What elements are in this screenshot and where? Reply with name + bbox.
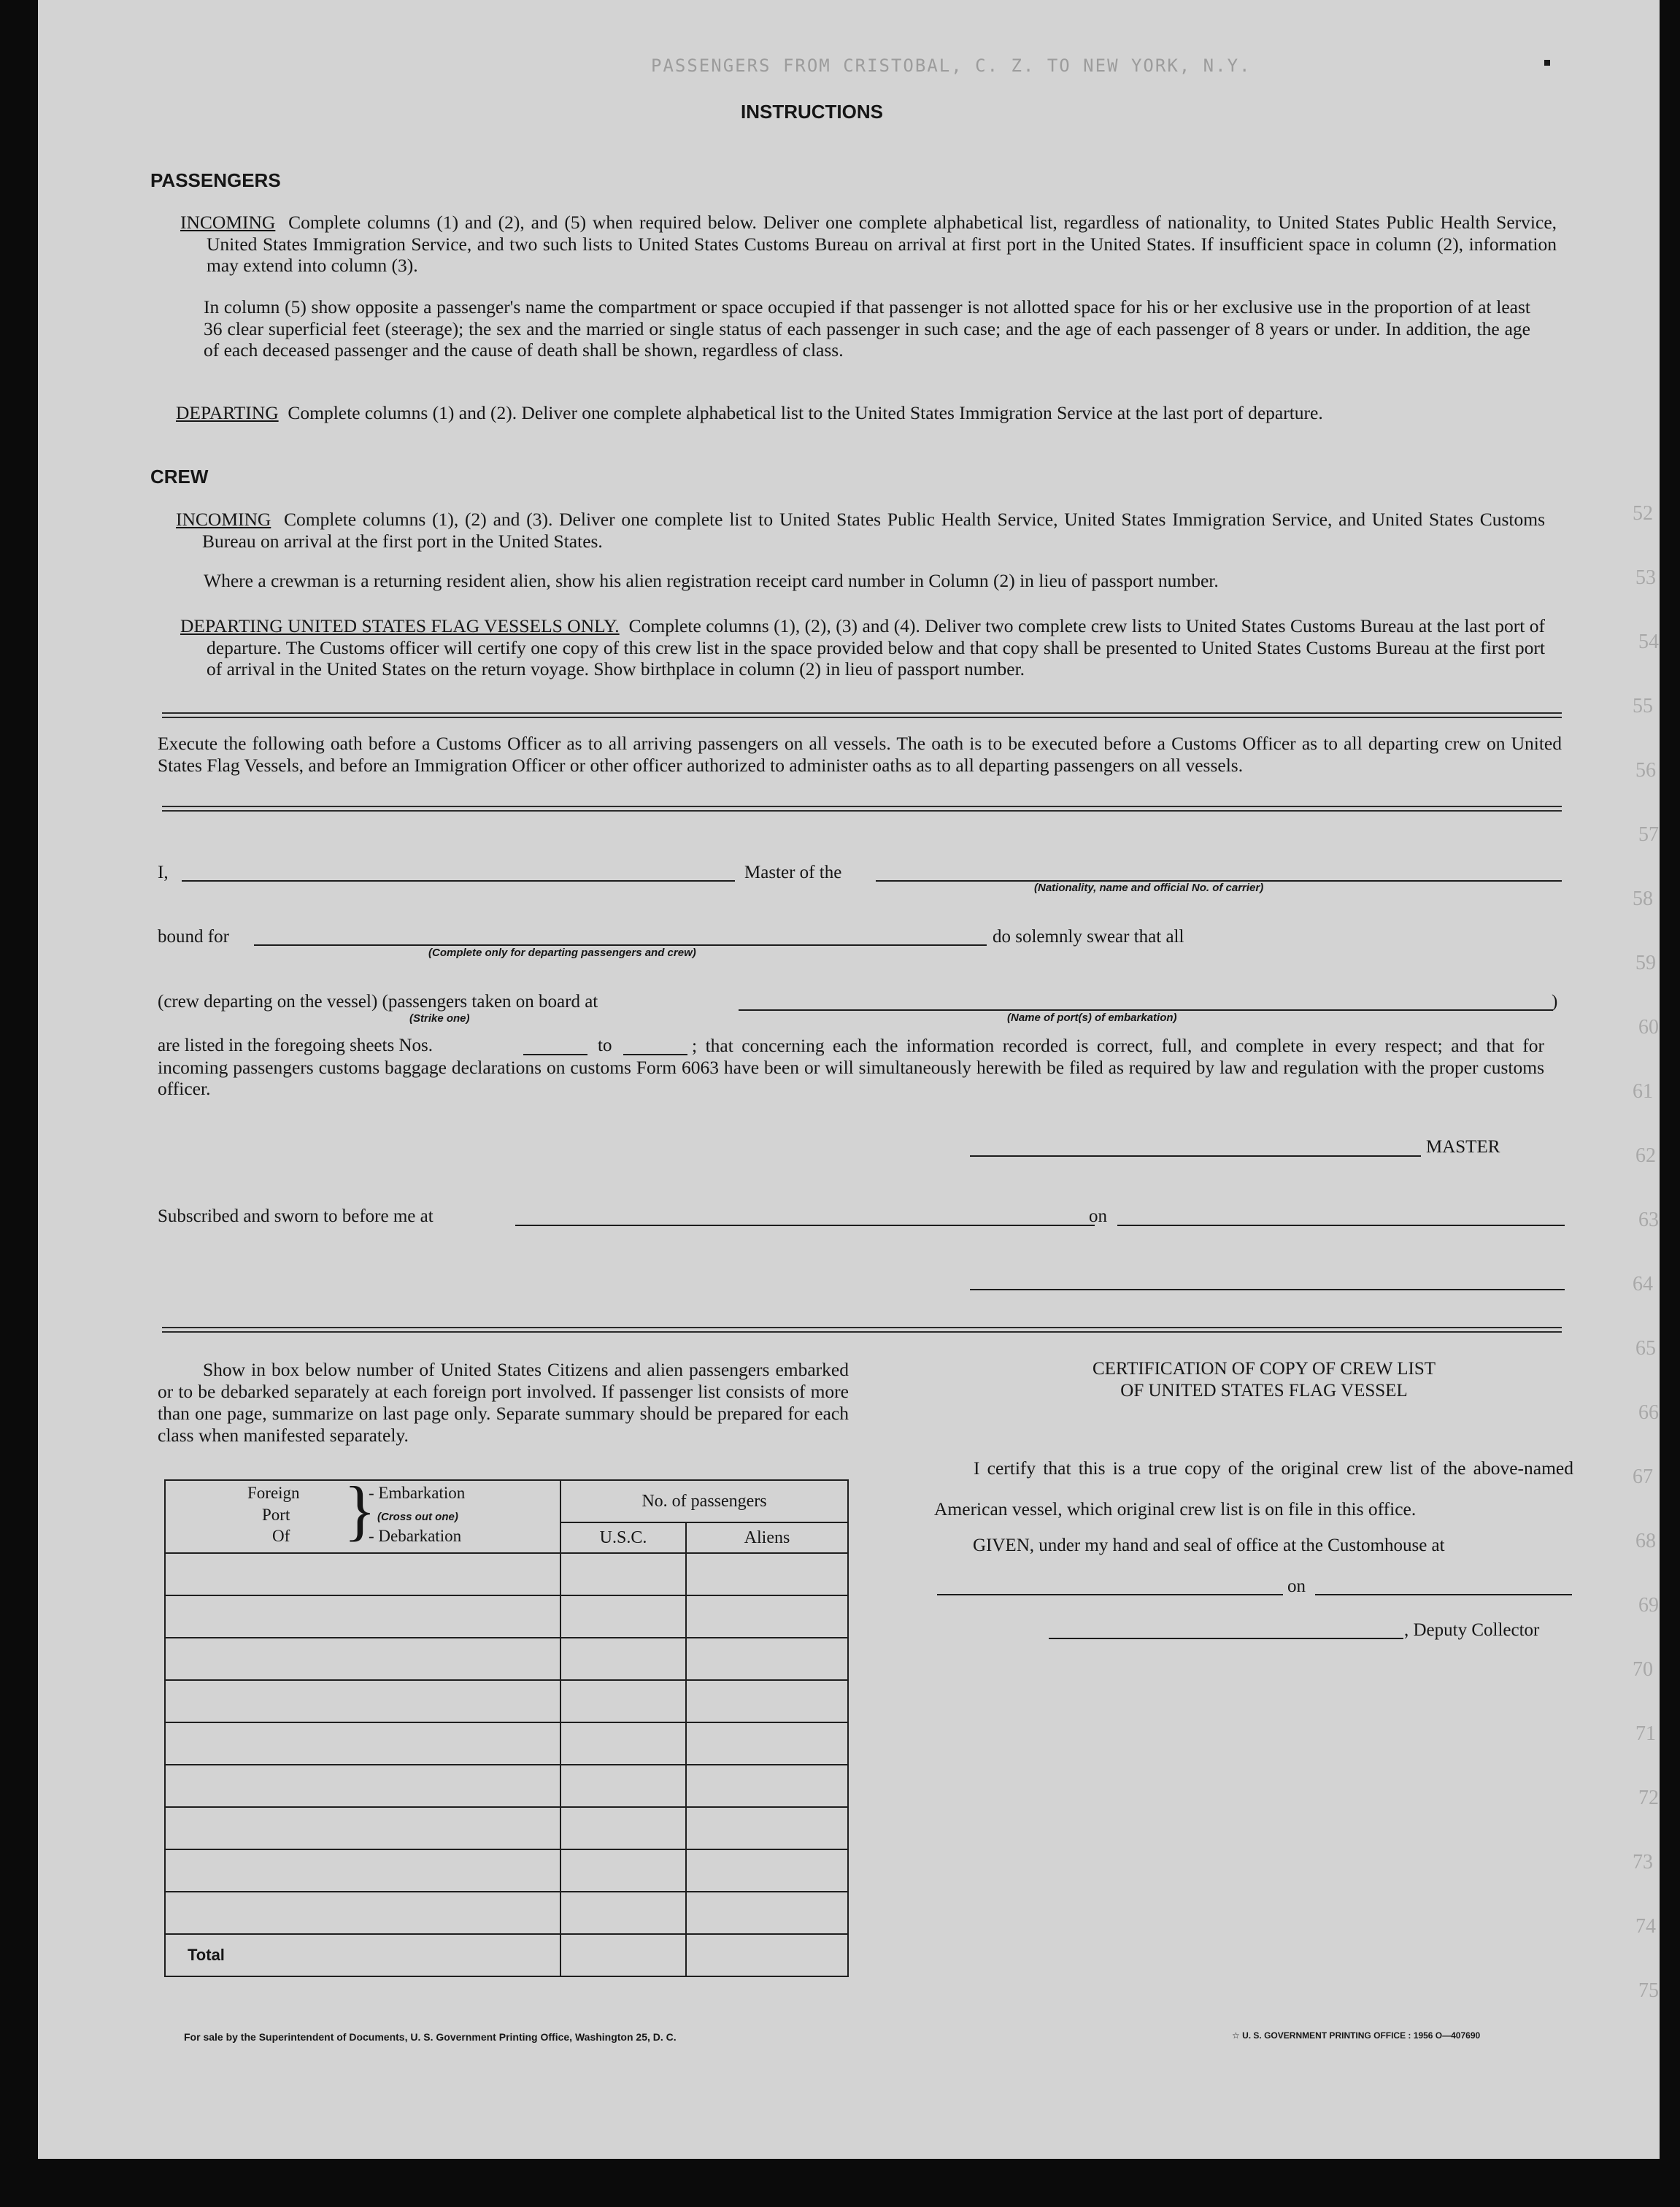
aliens-cell[interactable] bbox=[686, 1553, 848, 1595]
usc-total-cell[interactable] bbox=[560, 1934, 686, 1976]
summary-instructions: Show in box below number of United States Citizens and alien passengers embarked or to be debarked separately at each foreign port involved. If passenger list consists of more than one page, summarize on last page only. Separate summary should be prepared for each class when manifested separately. bbox=[158, 1359, 849, 1446]
certification-on-label: on bbox=[1287, 1576, 1306, 1596]
bleed-through-header: PASSENGERS FROM CRISTOBAL, C. Z. TO NEW YORK, N.Y. bbox=[651, 55, 1252, 76]
bleed-through-row-number: 65 bbox=[1635, 1337, 1656, 1360]
bleed-through-row-number: 57 bbox=[1638, 823, 1659, 846]
total-row bbox=[165, 1934, 848, 1976]
aliens-total-cell[interactable] bbox=[686, 1934, 848, 1976]
port-cell[interactable] bbox=[165, 1680, 560, 1722]
master-name-line[interactable] bbox=[182, 880, 735, 882]
deputy-collector-label: , Deputy Collector bbox=[1404, 1620, 1540, 1640]
bleed-through-row-number: 59 bbox=[1635, 952, 1656, 974]
certification-heading-2: OF UNITED STATES FLAG VESSEL bbox=[1120, 1381, 1408, 1401]
aliens-cell[interactable] bbox=[686, 1595, 848, 1638]
passengers-heading: PASSENGERS bbox=[150, 169, 281, 191]
bleed-through-row-number: 54 bbox=[1638, 631, 1659, 653]
brace-icon: } bbox=[344, 1473, 377, 1547]
passengers-incoming-paragraph bbox=[180, 212, 1557, 277]
sworn-at-line[interactable] bbox=[515, 1225, 1095, 1226]
divider bbox=[162, 806, 1562, 812]
passengers-incoming-text: Complete columns (1) and (2), and (5) when required below. Deliver one complete alphabetical list, regardless of nationality, to United States Public Health Service, United States Immigration Service, and two such lists to United States Customs Bureau on arrival at first port in the United States. If insufficient space in column (2), information may extend into column (3). bbox=[207, 212, 1557, 276]
master-of-the-label: Master of the bbox=[744, 863, 842, 882]
bleed-through-row-number: 74 bbox=[1635, 1915, 1656, 1938]
bleed-through-row-number: 70 bbox=[1633, 1658, 1653, 1681]
certification-heading-1: CERTIFICATION OF COPY OF CREW LIST bbox=[1092, 1359, 1436, 1379]
cross-out-caption: (Cross out one) bbox=[377, 1511, 458, 1523]
departing-caption: (Complete only for departing passengers and crew) bbox=[428, 947, 696, 959]
usc-cell[interactable] bbox=[560, 1553, 686, 1595]
to-label: to bbox=[598, 1036, 612, 1055]
table-row bbox=[165, 1680, 848, 1722]
port-cell[interactable] bbox=[165, 1765, 560, 1807]
bleed-through-row-number: 61 bbox=[1633, 1080, 1653, 1103]
port-cell[interactable] bbox=[165, 1849, 560, 1892]
port-cell[interactable] bbox=[165, 1638, 560, 1680]
usc-cell[interactable] bbox=[560, 1765, 686, 1807]
table-row bbox=[165, 1553, 848, 1595]
usc-cell[interactable] bbox=[560, 1807, 686, 1849]
port-cell[interactable] bbox=[165, 1595, 560, 1638]
on-label: on bbox=[1089, 1206, 1107, 1226]
master-signature-line[interactable] bbox=[970, 1155, 1421, 1157]
passenger-summary-table bbox=[164, 1473, 849, 1977]
bleed-through-row-number: 52 bbox=[1633, 502, 1653, 525]
nationality-caption: (Nationality, name and official No. of carrier) bbox=[1034, 882, 1264, 894]
bleed-through-row-number: 63 bbox=[1638, 1209, 1659, 1231]
officer-signature-line[interactable] bbox=[970, 1289, 1565, 1290]
bound-for-line[interactable] bbox=[254, 944, 987, 946]
bleed-through-row-number: 75 bbox=[1638, 1979, 1659, 2002]
crew-incoming-paragraph bbox=[176, 509, 1545, 552]
bleed-through-row-number: 56 bbox=[1635, 759, 1656, 782]
ports-line[interactable] bbox=[739, 1009, 1553, 1011]
strike-one-caption: (Strike one) bbox=[409, 1012, 470, 1025]
close-paren: ) bbox=[1552, 992, 1558, 1012]
master-label: MASTER bbox=[1426, 1137, 1500, 1157]
aliens-cell[interactable] bbox=[686, 1722, 848, 1765]
passengers-departing-paragraph bbox=[176, 402, 1557, 424]
bleed-through-row-number: 55 bbox=[1633, 695, 1653, 717]
passengers-departing-label: DEPARTING bbox=[176, 402, 279, 423]
page-title: INSTRUCTIONS bbox=[741, 101, 883, 123]
crew-resident-paragraph: Where a crewman is a returning resident alien, show his alien registration receipt card number in Column (2) in lieu of passport number. bbox=[204, 570, 1219, 591]
aliens-cell[interactable] bbox=[686, 1680, 848, 1722]
embarkation-label: - Embarkation bbox=[369, 1484, 466, 1502]
certification-statement: I certify that this is a true copy of the original crew list of the above-named American vessel, which original crew list is on file in this office. bbox=[934, 1457, 1573, 1520]
port-label: Port bbox=[262, 1506, 290, 1524]
sworn-date-line[interactable] bbox=[1117, 1225, 1565, 1226]
passengers-departing-text: Complete columns (1) and (2). Deliver one complete alphabetical list to the United States Immigration Service at the last port of departure. bbox=[288, 402, 1323, 423]
passengers-column5-paragraph: In column (5) show opposite a passenger's name the compartment or space occupied if that passenger is not allotted space for his or her exclusive use in the proportion of at least 36 clear superficial feet (steerage); the sex and the married or single status of each passenger in such case; and the age of each passenger of 8 years or under. In addition, the age of each deceased passenger and the cause of death shall be shown, regardless of class. bbox=[204, 296, 1530, 361]
table-row bbox=[165, 1638, 848, 1680]
bleed-through-row-number: 66 bbox=[1638, 1401, 1659, 1424]
bleed-through-row-number: 58 bbox=[1633, 887, 1653, 910]
bleed-through-row-number: 71 bbox=[1635, 1722, 1656, 1745]
bleed-through-row-number: 67 bbox=[1633, 1465, 1653, 1488]
ports-caption: (Name of port(s) of embarkation) bbox=[1007, 1012, 1177, 1024]
crew-departing-label: DEPARTING UNITED STATES FLAG VESSELS ONLY. bbox=[180, 615, 620, 636]
subscribed-label: Subscribed and sworn to before me at bbox=[158, 1206, 434, 1226]
passenger-count-header: No. of passengers bbox=[560, 1480, 848, 1522]
usc-cell[interactable] bbox=[560, 1595, 686, 1638]
crew-incoming-label: INCOMING bbox=[176, 509, 271, 530]
crew-departing-text: Complete columns (1), (2), (3) and (4). Deliver two complete crew lists to United States Customs Bureau at the last port of departure. The Customs officer will certify one copy of this crew list in the space provided below and that copy shall be presented to United States Customs Bureau at the first port of arrival in the United States on the return voyage. Show birthplace in column (2) in lieu of passport number. bbox=[207, 615, 1545, 679]
foreign-port-header bbox=[165, 1473, 560, 1553]
swear-label: do solemnly swear that all bbox=[993, 927, 1184, 947]
debarkation-label: - Debarkation bbox=[369, 1527, 462, 1545]
oath-intro: Execute the following oath before a Customs Officer as to all arriving passengers on all vessels. The oath is to be executed before a Customs Officer as to all departing crew on United States Flag Vessels, and before an Immigration Officer or other officer authorized to administer oaths as to all departing passengers on all vessels. bbox=[158, 733, 1562, 776]
bleed-through-row-number: 73 bbox=[1633, 1851, 1653, 1873]
bleed-through-row-number: 69 bbox=[1638, 1594, 1659, 1617]
gpo-imprint: ☆ U. S. GOVERNMENT PRINTING OFFICE : 1956 O—407690 bbox=[1232, 2030, 1481, 2041]
usc-cell[interactable] bbox=[560, 1680, 686, 1722]
port-cell[interactable] bbox=[165, 1892, 560, 1934]
crew-incoming-text: Complete columns (1), (2) and (3). Deliver one complete list to United States Public Health Service, United States Immigration Service, and United States Customs Bureau on arrival at the first port in the United States. bbox=[202, 509, 1546, 552]
aliens-header: Aliens bbox=[686, 1522, 848, 1553]
deputy-signature-line[interactable] bbox=[1049, 1638, 1403, 1639]
table-row bbox=[165, 1765, 848, 1807]
usc-cell[interactable] bbox=[560, 1722, 686, 1765]
aliens-cell[interactable] bbox=[686, 1849, 848, 1892]
sale-notice: For sale by the Superintendent of Documents, U. S. Government Printing Office, Washington 25, D. C. bbox=[184, 2031, 677, 2043]
usc-cell[interactable] bbox=[560, 1892, 686, 1934]
foreign-label: Foreign bbox=[247, 1484, 300, 1502]
aliens-cell[interactable] bbox=[686, 1638, 848, 1680]
crew-departing-paragraph bbox=[180, 615, 1545, 680]
usc-cell[interactable] bbox=[560, 1638, 686, 1680]
aliens-cell[interactable] bbox=[686, 1807, 848, 1849]
port-cell[interactable] bbox=[165, 1722, 560, 1765]
bleed-through-row-number: 64 bbox=[1633, 1273, 1653, 1295]
crew-heading: CREW bbox=[150, 466, 209, 488]
table-row bbox=[165, 1595, 848, 1638]
divider bbox=[162, 712, 1562, 718]
table-row bbox=[165, 1807, 848, 1849]
bleed-through-row-number: 72 bbox=[1638, 1787, 1659, 1809]
aliens-cell[interactable] bbox=[686, 1892, 848, 1934]
given-statement: GIVEN, under my hand and seal of office at the Customhouse at bbox=[973, 1536, 1445, 1555]
total-label: Total bbox=[165, 1934, 560, 1976]
customhouse-line[interactable] bbox=[937, 1594, 1283, 1595]
document-page bbox=[38, 0, 1660, 2159]
table-row bbox=[165, 1892, 848, 1934]
port-cell[interactable] bbox=[165, 1807, 560, 1849]
bound-for-label: bound for bbox=[158, 927, 229, 947]
crew-departing-label: (crew departing on the vessel) (passengers taken on board at bbox=[158, 992, 598, 1012]
usc-header: U.S.C. bbox=[560, 1522, 686, 1553]
listed-rest: ; that concerning each the information recorded is correct, full, and complete in every respect; and that for incoming passengers customs baggage declarations on customs Form 6063 have been or will simultaneously herewith be filed as required by law and regulation with the proper customs officer. bbox=[158, 1035, 1544, 1099]
of-label: Of bbox=[272, 1527, 290, 1545]
listed-prefix: are listed in the foregoing sheets Nos. bbox=[158, 1036, 433, 1055]
bleed-through-row-number: 53 bbox=[1635, 566, 1656, 589]
passengers-incoming-label: INCOMING bbox=[180, 212, 276, 233]
bleed-through-row-number: 62 bbox=[1635, 1144, 1656, 1167]
bleed-through-row-number: 68 bbox=[1635, 1530, 1656, 1552]
table-row bbox=[165, 1849, 848, 1892]
oath-i-label: I, bbox=[158, 863, 169, 882]
bleed-through-row-number: 60 bbox=[1638, 1016, 1659, 1039]
table-row bbox=[165, 1722, 848, 1765]
port-cell[interactable] bbox=[165, 1553, 560, 1595]
divider bbox=[162, 1327, 1562, 1333]
aliens-cell[interactable] bbox=[686, 1765, 848, 1807]
certification-date-line[interactable] bbox=[1315, 1594, 1572, 1595]
usc-cell[interactable] bbox=[560, 1849, 686, 1892]
corner-mark bbox=[1544, 60, 1550, 66]
